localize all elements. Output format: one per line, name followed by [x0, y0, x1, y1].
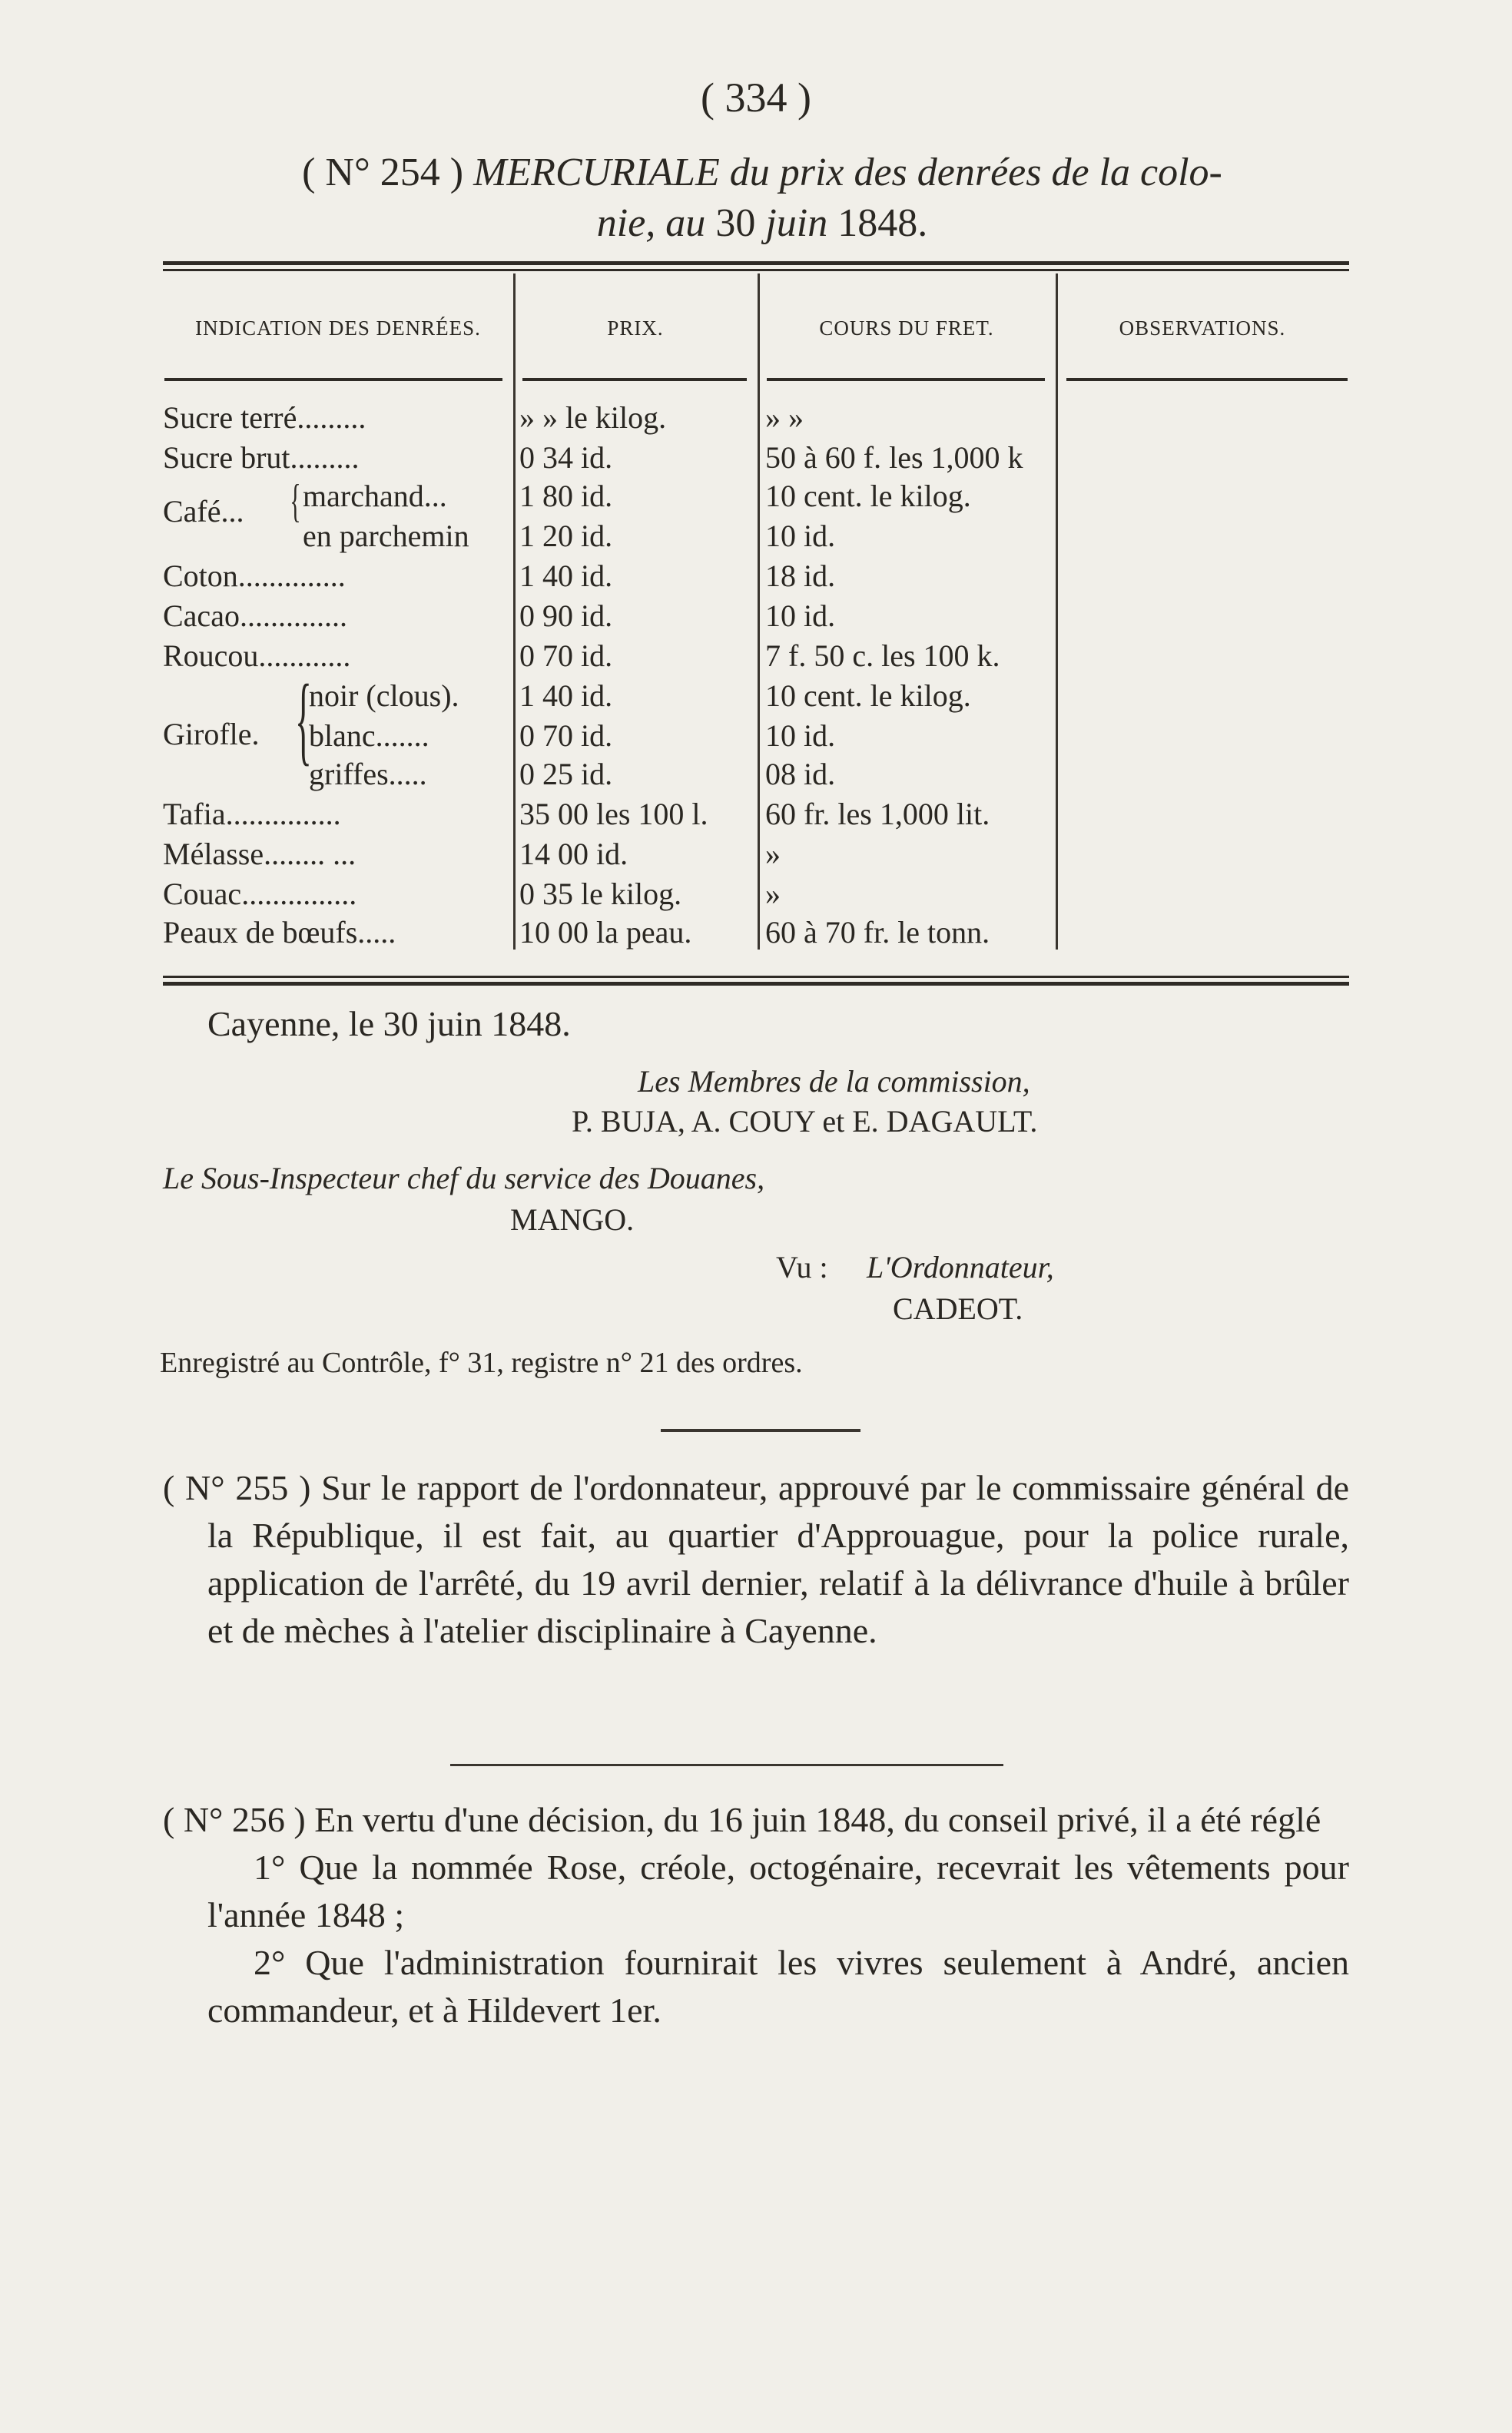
row-freight: 10 id.	[765, 519, 836, 553]
row-freight: 18 id.	[765, 559, 836, 593]
row-item: Cacao..............	[163, 598, 347, 633]
row-freight: 10 cent. le kilog.	[765, 678, 971, 713]
enregistre-line: Enregistré au Contrôle, f° 31, registre n° 21 des ordres.	[160, 1347, 803, 1379]
row-item: marchand...	[303, 479, 447, 513]
row-freight: 60 à 70 fr. le tonn.	[765, 915, 990, 950]
group-label-girofle: Girofle.	[163, 717, 260, 751]
row-price: 1 40 id.	[519, 559, 613, 593]
group-label-cafe: Café...	[163, 494, 244, 529]
ordonnateur-name: CADEOT.	[893, 1291, 1023, 1326]
paragraph-256-intro: ( N° 256 ) En vertu d'une décision, du 16 juin 1848, du conseil privé, il a été réglé	[163, 1800, 1321, 1839]
paragraph-256-item-2: 2° Que l'administration fournirait les vivres seulement à André, ancien commandeur, et à Hildevert 1er.	[207, 1943, 1349, 2030]
table-row	[163, 836, 1349, 876]
header-underline	[164, 378, 502, 381]
table-row	[163, 399, 1349, 439]
row-item: Mélasse........ ...	[163, 837, 356, 871]
row-price: 1 80 id.	[519, 479, 613, 513]
douanes-label: Le Sous-Inspecteur chef du service des Douanes,	[163, 1161, 765, 1195]
row-freight: 7 f. 50 c. les 100 k.	[765, 638, 1000, 673]
section-separator	[450, 1764, 1003, 1766]
row-price: 1 40 id.	[519, 678, 613, 713]
section-title	[163, 148, 1361, 249]
row-freight: 60 fr. les 1,000 lit.	[765, 797, 990, 831]
row-item: Peaux de bœufs.....	[163, 915, 396, 950]
row-freight: 10 id.	[765, 718, 836, 753]
row-item: Couac...............	[163, 877, 357, 911]
table-row	[163, 638, 1349, 678]
header-prix: PRIX.	[607, 317, 664, 340]
row-item: en parchemin	[303, 519, 469, 553]
brace-icon: {	[295, 665, 312, 775]
table-top-rule	[163, 261, 1349, 265]
vu-label: Vu :	[776, 1250, 828, 1284]
ordonnateur-label: L'Ordonnateur,	[867, 1250, 1054, 1284]
row-item: Roucou............	[163, 638, 351, 673]
row-item: Tafia...............	[163, 797, 341, 831]
row-freight: 10 id.	[765, 598, 836, 633]
commission-label: Les Membres de la commission,	[638, 1064, 1030, 1099]
paragraph-256	[163, 1796, 1349, 2034]
commission-names: P. BUJA, A. COUY et E. DAGAULT.	[572, 1104, 1038, 1139]
table-row	[163, 914, 1349, 954]
row-price: 0 90 id.	[519, 598, 613, 633]
header-observations: OBSERVATIONS.	[1119, 317, 1286, 340]
row-freight: » »	[765, 400, 804, 435]
row-item: griffes.....	[309, 757, 427, 791]
header-fret: COURS DU FRET.	[819, 317, 994, 340]
table-row	[163, 876, 1349, 916]
table-row	[163, 718, 1349, 757]
section-separator	[661, 1429, 860, 1432]
header-underline	[1066, 378, 1348, 381]
title-month: juin	[765, 201, 828, 245]
table-row	[163, 756, 1349, 796]
douanes-name: MANGO.	[510, 1202, 635, 1237]
table-header	[163, 306, 1349, 352]
dateline: Cayenne, le 30 juin 1848.	[207, 1004, 571, 1043]
row-freight: »	[765, 837, 781, 871]
title-line1: du prix des denrées de la colo-	[729, 151, 1222, 194]
row-price: 10 00 la peau.	[519, 915, 692, 950]
table-row	[163, 558, 1349, 598]
row-item: Sucre terré.........	[163, 400, 366, 435]
paragraph-255: ( N° 255 ) Sur le rapport de l'ordonnateur, approuvé par le commissaire général de la République, il est fait, au quartier d'Approuague, pour la police rurale, application de l'arrêté, du 19 avril dernier, relatif à la délivrance d'huile à brûler et de mèches à l'atelier disciplinaire à Cayenne.	[163, 1468, 1349, 1650]
row-item: noir (clous).	[309, 678, 459, 713]
row-freight: 08 id.	[765, 757, 836, 791]
table-row	[163, 478, 1349, 518]
table-row	[163, 796, 1349, 836]
table-row	[163, 518, 1349, 558]
row-price: 1 20 id.	[519, 519, 613, 553]
row-item: blanc.......	[309, 718, 429, 753]
table-bottom-rule	[163, 982, 1349, 986]
page-number: ( 334 )	[701, 75, 811, 121]
row-item: Coton..............	[163, 559, 346, 593]
row-freight: »	[765, 877, 781, 911]
header-indication: INDICATION DES DENRÉES.	[195, 317, 481, 340]
row-price: » » le kilog.	[519, 400, 667, 435]
title-mercuriale: MERCURIALE	[473, 151, 720, 194]
table-row	[163, 598, 1349, 638]
table-row	[163, 678, 1349, 718]
table-bottom-rule-thin	[163, 976, 1349, 978]
row-item: Sucre brut.........	[163, 440, 360, 475]
row-price: 14 00 id.	[519, 837, 628, 871]
row-freight: 10 cent. le kilog.	[765, 479, 971, 513]
row-price: 0 70 id.	[519, 638, 613, 673]
title-line2: nie, au	[596, 201, 706, 245]
title-number: ( N° 254 )	[302, 151, 464, 194]
row-price: 0 34 id.	[519, 440, 613, 475]
row-price: 35 00 les 100 l.	[519, 797, 708, 831]
title-year: 1848.	[837, 201, 928, 245]
title-day: 30	[715, 201, 756, 245]
brace-icon: {	[290, 476, 301, 526]
header-underline	[767, 378, 1045, 381]
row-freight: 50 à 60 f. les 1,000 k	[765, 440, 1023, 475]
row-price: 0 35 le kilog.	[519, 877, 682, 911]
row-price: 0 25 id.	[519, 757, 613, 791]
table-top-rule-thin	[163, 269, 1349, 271]
paragraph-256-item-1: 1° Que la nommée Rose, créole, octogénaire, recevrait les vêtements pour l'année 1848 ;	[207, 1848, 1349, 1934]
header-underline	[522, 378, 747, 381]
row-price: 0 70 id.	[519, 718, 613, 753]
table-row	[163, 439, 1349, 479]
